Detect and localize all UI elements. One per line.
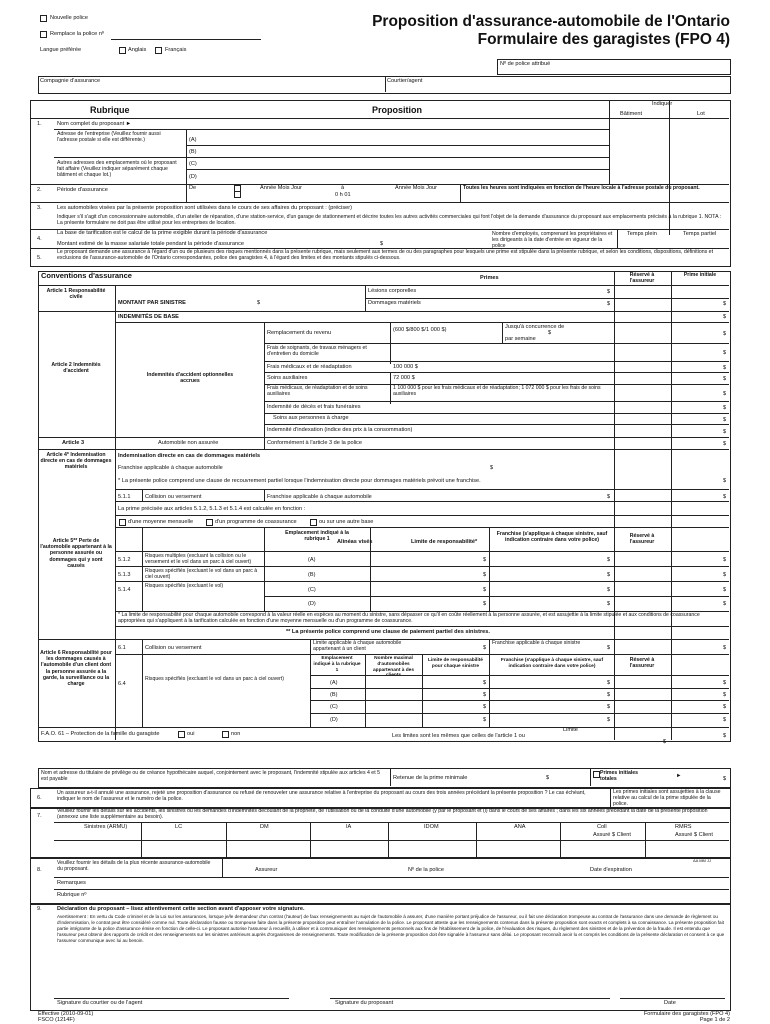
- up-to-label: Jusqu'à concurrence de: [505, 324, 565, 330]
- s64a-limit-dollar: $: [483, 680, 487, 686]
- caregiver-label: Frais de soignants, de travaux ménagers et d'entretien du domicile: [267, 345, 367, 358]
- part-time-label: Temps partiel: [683, 231, 717, 237]
- q7-text: Veuillez fournir les détails sur les accidents, les sinistres ou les demandes d'indemnités découlant de la propriété, de l'utilisation ou de la conduite d'une automobile (y par le proposant et (i) dans le cours de ses affaires ; dans les six années précédant la date de la présente proposition (annexez une liste supplémentaire au besoin).: [57, 808, 708, 821]
- s513-limit-dollar: $: [483, 572, 487, 578]
- s64d-prem-dollar: $: [723, 717, 727, 723]
- footer-effective: Effective (2010-09-01): [38, 1011, 94, 1017]
- s64-b: (B): [330, 692, 338, 698]
- s511-prem-dollar: $: [723, 494, 727, 500]
- bodily-injury-label: Lésions corporelles: [368, 288, 417, 294]
- s512-a: (A): [308, 557, 316, 563]
- location-heading: Emplacement indiqué à la rubrique 1: [285, 530, 349, 543]
- date-format-small: AA MM JJ: [693, 858, 712, 863]
- fao61-prem-dollar: $: [723, 733, 727, 739]
- article5-note: ** La présente police comprend une clause de paiement partiel des sinistres.: [286, 629, 490, 635]
- hours-note: Toutes les heures sont indiquées en fonction de l'heure locale à l'adresse postale du proposant.: [463, 185, 700, 191]
- s64c-ded-dollar: $: [607, 704, 611, 710]
- monthly-average-label: d'une moyenne mensuelle: [128, 519, 194, 525]
- insured-client-coll: Assuré $ Client: [593, 832, 631, 838]
- to-date-format: Année Mois Jour: [395, 185, 437, 191]
- time-label: 0 h 01: [335, 192, 351, 198]
- s61-number: 6.1: [118, 645, 126, 651]
- french-label: Français: [165, 47, 187, 53]
- expiry-date-label: Date d'expiration: [590, 867, 632, 873]
- footer-page: Page 1 de 2: [699, 1017, 730, 1023]
- per-week-label: par semaine: [505, 336, 536, 342]
- death-funeral-dollar: $: [723, 405, 727, 411]
- article4-label: Article 4* Indemnisation directe en cas de dommages matériels: [40, 452, 112, 471]
- use-description: Indiquer s'il s'agit d'un concessionnaire automobile, d'un atelier de réparation, d'une station-service, d'un garage de stationnement et décrire toutes les autres activités commerciales qui font l'objet de la demande d'assurance du proposant aux emplacements précisés à la rubrique 1. NOTA : La présente formulaire ne doit pas être utilisé pour les entreprises de location.: [57, 214, 722, 227]
- s513-prem-dollar: $: [723, 572, 727, 578]
- claims-label: Sinistres (ARMU): [84, 824, 128, 830]
- s64d-limit-dollar: $: [483, 717, 487, 723]
- item2-number: 2.: [37, 187, 42, 193]
- payroll-dollar: $: [380, 241, 384, 247]
- form-title: Proposition d'assurance-automobile de l'Ontario: [372, 13, 730, 30]
- insurer-reserved-heading: Réservé à l'assureur: [629, 272, 655, 285]
- rubrique-heading: Rubrique: [90, 105, 130, 115]
- s514-d: (D): [308, 601, 316, 607]
- applicant-name-label: Nom complet du proposant ►: [57, 121, 132, 127]
- s64-d: (D): [330, 717, 338, 723]
- attendant-care-label: Soins auxiliaires: [267, 375, 308, 381]
- batiment-label: Bâtiment: [620, 111, 643, 117]
- french-checkbox[interactable]: [155, 47, 162, 54]
- a6-reserved-heading: Réservé à l'assureur: [629, 657, 655, 670]
- new-policy-checkbox[interactable]: [40, 15, 47, 22]
- period-label: Période d'assurance: [57, 187, 108, 193]
- s512-number: 5.1.2: [118, 557, 131, 563]
- s511-dollar: $: [607, 494, 611, 500]
- claims-idom: IDOM: [424, 824, 439, 830]
- fao61-yes-checkbox[interactable]: [178, 731, 185, 738]
- s514-c: (C): [308, 587, 316, 593]
- proposition-heading: Proposition: [372, 105, 422, 115]
- s61-prem-dollar: $: [723, 645, 727, 651]
- s64-label: Risques spécifiés (excluant le vol dans un parc à ciel ouvert): [145, 676, 284, 682]
- rating-basis-label: La base de tarification est le calcul de la prime exigible durant la période d'assurance: [57, 230, 268, 236]
- applicant-signature-line[interactable]: [330, 998, 610, 999]
- policy-number-label: Nº de police attribué: [500, 61, 551, 67]
- other-locations-label: Autres adresses des emplacements où le proposant fait affaire (Veuillez indiquer séparément chaque bâtiment et chaque lot.): [57, 160, 177, 179]
- limit-heading: Limite de responsabilité*: [411, 539, 478, 545]
- article1-prem-dollar: $: [723, 301, 727, 307]
- use-label: Les automobiles visées par la présente proposition sont utilisées dans le cours de ses affaires du proposant : (préciser): [57, 205, 352, 211]
- q8-text: Veuillez fournir les détails de la plus récente assurance-automobile du proposant.: [57, 860, 211, 873]
- from-label: De: [189, 185, 197, 191]
- article1-label: Article 1 Responsabilité civile: [46, 288, 106, 301]
- claims-ana: ANA: [514, 824, 526, 830]
- limit-dollar: $: [663, 739, 667, 745]
- address-d: (D): [189, 174, 197, 180]
- item4-number: 4.: [37, 236, 42, 242]
- medical-attendant-label: Frais médicaux, de réadaptation et de soins auxiliaires: [267, 385, 368, 398]
- s64b-ded-dollar: $: [607, 692, 611, 698]
- article4-dollar: $: [723, 478, 727, 484]
- insurer-label: Assureur: [255, 867, 278, 873]
- deductible-dollar: $: [490, 465, 494, 471]
- lienholder-label: Nom et adresse du titulaire de privilège ou de créance hypothécaire auquel, conjointement avec le proposant, l'indemnité stipulée aux articles 4 et 5 est payable: [41, 770, 380, 783]
- applicant-signature-label: Signature du proposant: [335, 1000, 394, 1006]
- s512-limit-dollar: $: [483, 557, 487, 563]
- s514d-prem-dollar: $: [723, 601, 727, 607]
- broker-signature-label: Signature du courtier ou de l'agent: [57, 1000, 143, 1006]
- s61-ded-dollar: $: [607, 645, 611, 651]
- coinsurance-checkbox[interactable]: [206, 519, 213, 526]
- address-b: (B): [189, 149, 197, 155]
- premiums-heading: Primes: [480, 275, 499, 281]
- address-c: (C): [189, 161, 197, 167]
- broker-signature-line[interactable]: [54, 998, 289, 999]
- premium-basis-label: La prime précisée aux articles 5.1.2, 5.1.3 et 5.1.4 est calculée en fonction :: [118, 506, 306, 512]
- english-label: Anglais: [128, 47, 147, 53]
- s512-label: Risques multiples (excluant la collision ou le versement et le vol dans un parc à ciel ouvert): [145, 553, 252, 566]
- limit-per-auto-label: Limite applicable à chaque automobile appartenant à un client: [313, 640, 402, 653]
- q9-number: 9.: [37, 906, 42, 912]
- address-a: (A): [189, 137, 197, 143]
- s64b-limit-dollar: $: [483, 692, 487, 698]
- footer-fsco: FSCO (1214F): [38, 1017, 75, 1023]
- caregiver-dollar: $: [723, 350, 727, 356]
- attendant-care-dollar: $: [723, 376, 727, 382]
- coverages-heading: Alinéas visés: [337, 539, 373, 545]
- limit6-heading: Limite de responsabilité pour chaque sinistre: [428, 658, 483, 669]
- english-checkbox[interactable]: [119, 47, 126, 54]
- indexation-label: Indemnité d'indexation (indice des prix à la consommation): [267, 427, 413, 433]
- article6-label: Article 6 Responsabilité pour les dommages causés à l'automobile d'un client dont la personne assurée a la garde, la surveillance ou la charge: [40, 650, 112, 688]
- date-label: Date: [664, 1000, 676, 1006]
- direct-comp-label: Indemnisation directe en cas de dommages matériels: [118, 453, 261, 459]
- remarks-label: Remarques: [57, 880, 86, 886]
- s64-a: (A): [330, 680, 338, 686]
- s514-number: 5.1.4: [118, 587, 131, 593]
- indiquer-label: Indiquer: [652, 101, 673, 107]
- attendant-care-value: 72 000 $: [393, 375, 415, 381]
- bodily-injury-dollar: $: [607, 289, 611, 295]
- s64-number: 6.4: [118, 681, 126, 687]
- s514d-ded-dollar: $: [607, 601, 611, 607]
- claims-rmrs: RMRS: [675, 824, 692, 830]
- item1-number: 1.: [37, 121, 42, 127]
- fao61-yes-label: oui: [187, 731, 195, 737]
- property-damage-label: Dommages matériels: [368, 300, 421, 306]
- item5-number: 5.: [37, 255, 42, 261]
- s64c-limit-dollar: $: [483, 704, 487, 710]
- claims-ia: IA: [346, 824, 352, 830]
- dependant-care-dollar: $: [723, 417, 727, 423]
- full-time-label: Temps plein: [627, 231, 657, 237]
- claims-dm: DM: [260, 824, 269, 830]
- dependant-care-label: Soins aux personnes à charge: [273, 415, 349, 421]
- s513-label: Risques spécifiés (excluant le vol dans un parc à ciel ouvert): [145, 568, 258, 581]
- s511-deductible-label: Franchise applicable à chaque automobile: [267, 494, 372, 500]
- s513-number: 5.1.3: [118, 572, 131, 578]
- min-retained-dollar: $: [546, 775, 550, 781]
- declaration-text: Avertissement : En vertu du Code criminel et de la Loi sur les assurances, lorsque je/le demandeur d'un contrat (l'auteur) de faux renseignements au sujet de l'automobile à assurer, d'une manière portant préjudice de l'assureur, ou il fait une déclaration trompeuse au contrat de l'assurance dans une demande de règlement ou d'indemnisation, le contrat peut être considéré comme nul. Toute déclaration fausse ou trompeuse faite dans la présente proposition peut entraîner l'annulation de la police. Le proposant atteste que les renseignements contenus dans la présente proposition sont exacts et complets à sa connaissance. La présente proposition fait partie intégrante de la police d'assurance émise en fonction de celle-ci. Le proposant autorise l'assureur à recueillir, à utiliser et à communiquer des renseignements personnels aux fins de l'établissement de la police, de l'évaluation des risques, du règlement des sinistres et de la prévention de la fraude. Il est entendu que l'assureur peut obtenir des rapports de crédit et des renseignements sur les sinistres antérieurs auprès d'organismes de renseignements. Toute modification de la présente proposition doit être signalée à l'assureur sans délai. Le proposant reconnaît avoir lu et compris les conditions de la présente déclaration et consent à ce que l'assureur communique avec lui au besoin.: [57, 914, 725, 943]
- fao61-no-checkbox[interactable]: [222, 731, 229, 738]
- business-address-label: Adresse de l'entreprise (Veuillez fournir aussi l'adresse postale si elle est différente.): [57, 131, 161, 144]
- a5-reserved-heading: Réservé à l'assureur: [629, 533, 655, 546]
- collision-label: Collision ou versement: [145, 494, 202, 500]
- article3-dollar: $: [723, 441, 727, 447]
- s514-limit-dollar: $: [483, 587, 487, 593]
- replaces-policy-field[interactable]: [111, 39, 261, 40]
- initial-premium-heading: Prime initiale: [683, 272, 717, 278]
- s64a-ded-dollar: $: [607, 680, 611, 686]
- from-date-format: Année Mois Jour: [260, 185, 302, 191]
- insured-client-rmrs: Assuré $ Client: [675, 832, 713, 838]
- min-retained-label: Retenue de la prime minimale: [393, 775, 468, 781]
- limit-label: Limite: [563, 727, 578, 733]
- article3-label: Article 3: [62, 440, 85, 446]
- medical-attendant-dollar: $: [723, 391, 727, 397]
- other-basis-checkbox[interactable]: [310, 519, 317, 526]
- s64a-prem-dollar: $: [723, 680, 727, 686]
- uninsured-label: Automobile non assurée: [158, 440, 219, 446]
- declaration-title: Déclaration du proposant – lisez attentivement cette section avant d'apposer votre signature.: [57, 906, 305, 912]
- total-dollar: $: [723, 776, 727, 782]
- deductible-per-loss-label: Franchise applicable à chaque sinistre: [492, 640, 581, 646]
- income-options: (600 $/800 $/1 000 $): [393, 327, 447, 333]
- deductible-label: Franchise applicable à chaque automobile: [118, 465, 223, 471]
- s511-number: 5.1.1: [118, 494, 131, 500]
- income-dollar: $: [723, 331, 727, 337]
- from-checkbox-2[interactable]: [234, 191, 241, 198]
- form-subtitle: Formulaire des garagistes (FPO 4): [477, 31, 730, 48]
- property-damage-dollar: $: [607, 301, 611, 307]
- s514-ded-dollar: $: [607, 587, 611, 593]
- q8-number: 8.: [37, 867, 42, 873]
- s514-label: Risques spécifiés (excluant le vol): [145, 583, 224, 589]
- language-label: Langue préférée: [40, 47, 82, 53]
- s61-collision-label: Collision ou versement: [145, 645, 202, 651]
- deductible6-heading: Franchise (s'applique à chaque sinistre, sauf indication contraire dans votre police): [500, 658, 604, 669]
- item3-number: 3.: [37, 205, 42, 211]
- indexation-dollar: $: [723, 429, 727, 435]
- company-label: Compagnie d'assurance: [40, 78, 101, 84]
- article2-label: Article 2 Indemnités d'accident: [51, 362, 101, 375]
- conventions-heading: Conventions d'assurance: [41, 271, 132, 280]
- broker-label: Courtier/agent: [387, 78, 423, 84]
- total-arrow: ►: [676, 773, 682, 779]
- medical-rehab-value: 100 000 $: [393, 364, 418, 370]
- q6-number: 6.: [37, 795, 42, 801]
- s514d-limit-dollar: $: [483, 601, 487, 607]
- amount-per-loss-label: MONTANT PAR SINISTRE: [118, 300, 186, 306]
- policy-no-label: Nº de la police: [408, 867, 444, 873]
- amount-dollar: $: [257, 300, 261, 306]
- date-line[interactable]: [620, 998, 725, 999]
- max-autos-heading: Nombre maximal d'automobiles appartenant à des clients: [372, 656, 415, 679]
- premium-note: Les primes initiales sont assujetties à la clause relative au calcul de la prime stipulée de la police.: [613, 789, 721, 808]
- claims-lc: LC: [175, 824, 183, 830]
- location6-heading: Emplacement indiqué à la rubrique 1: [313, 656, 361, 673]
- monthly-average-checkbox[interactable]: [119, 519, 126, 526]
- fao61-no-label: non: [231, 731, 241, 737]
- footer-form-name: Formulaire des garagistes (FPO 4): [643, 1011, 730, 1017]
- payroll-label: Montant estimé de la masse salariale totale pendant la période d'assurance: [57, 241, 245, 247]
- s513-b: (B): [308, 572, 316, 578]
- per-loss-deductible-heading: Franchise (s'applique à chaque sinistre, sauf indication contraire dans votre police): [496, 531, 608, 544]
- medical-rehab-label: Frais médicaux et de réadaptation: [267, 364, 352, 370]
- lot-label: Lot: [697, 111, 705, 117]
- same-limits-label: Les limites sont les mêmes que celles de l'article 1 ou: [392, 733, 525, 739]
- article5-label: Article 5** Perte de l'automobile appartenant à la personne assurée ou dommages qui y sont causés: [40, 538, 112, 569]
- s64c-prem-dollar: $: [723, 704, 727, 710]
- limit-note: * La limite de responsabilité pour chaque automobile correspond à la valeur réelle en espèces au moment du sinistre, sans dépasser ce qu'il en coûte réellement à la personne assurée, et est assujettie à la limite stipulée et aux conditions de coassurance appropriées qui s'appliquent à la tarification calculée en fonction d'une moyenne mensuelle ou d'un programme de coassurance.: [118, 612, 700, 625]
- fao61-label: F.A.O. 61 – Protection de la famille du garagiste: [41, 731, 160, 737]
- base-benefits-dollar: $: [723, 314, 727, 320]
- optional-benefits-label: Indemnités d'accident optionnelles accrues: [146, 372, 234, 385]
- per-article3-label: Conformément à l'article 3 de la police: [267, 440, 362, 446]
- up-to-dollar: $: [548, 330, 552, 336]
- article4-note: * La présente police comprend une clause de recouvrement partiel lorsque l'indemnisation directe pour dommages matériels prévoit une franchise.: [118, 478, 481, 484]
- s513-ded-dollar: $: [607, 572, 611, 578]
- s64-c: (C): [330, 704, 338, 710]
- replaces-policy-label: Remplace la police nº: [50, 31, 104, 37]
- medical-rehab-dollar: $: [723, 365, 727, 371]
- s61-limit-dollar: $: [483, 645, 487, 651]
- base-benefits-label: INDEMNITÉS DE BASE: [118, 314, 179, 320]
- coinsurance-label: d'un programme de coassurance: [215, 519, 297, 525]
- s64b-prem-dollar: $: [723, 692, 727, 698]
- income-replacement-label: Remplacement du revenu: [267, 330, 332, 336]
- medical-attendant-value: 1 100 000 $ pour les frais médicaux et de réadaptation; 1 072 000 $ pour les frais de soins auxiliaires: [393, 385, 601, 398]
- s64d-ded-dollar: $: [607, 717, 611, 723]
- death-funeral-label: Indemnité de décès et frais funéraires: [267, 404, 361, 410]
- to-label: à: [341, 185, 345, 191]
- new-policy-label: Nouvelle police: [50, 15, 88, 21]
- q6-text: Un assureur a-t-il annulé une assurance, rejeté une proposition d'assurance ou refusé de renouveler une assurance relative à l'entreprise du proposant au cours des trois années précédant la présente proposition ? Le cas échéant, indiquer le nom de l'assureur et le numéro de la police.: [57, 790, 586, 803]
- claims-coll: Coll: [597, 824, 607, 830]
- employees-label: Nombre d'employés, comprenant les propriétaires et les dirigeants à la date d'entrée en vigueur de la police: [492, 231, 613, 250]
- total-premium-checkbox[interactable]: [593, 771, 600, 778]
- other-basis-label: ou sur une autre base: [319, 519, 374, 525]
- rubric-no-label: Rubrique nº: [57, 892, 87, 898]
- s512-ded-dollar: $: [607, 557, 611, 563]
- s514-prem-dollar: $: [723, 587, 727, 593]
- q7-number: 7.: [37, 813, 42, 819]
- item5-text: Le proposant demande une assurance à l'égard d'un ou de plusieurs des risques mentionnés dans la présente rubrique, mais seulement aux termes de ou des paragraphes pour lesquels une prime est stipulée dans la présente rubrique, et selon les conditions, dispositions, définitions et exclusions de l'assurance-automobile de l'Ontario correspondantes, police des garagistes 4, à l'égard des limites et des montants stipulés ci-dessous.: [57, 249, 714, 262]
- s512-prem-dollar: $: [723, 557, 727, 563]
- total-premium-label: Primes initiales totales: [600, 770, 639, 783]
- replaces-policy-checkbox[interactable]: [40, 31, 47, 38]
